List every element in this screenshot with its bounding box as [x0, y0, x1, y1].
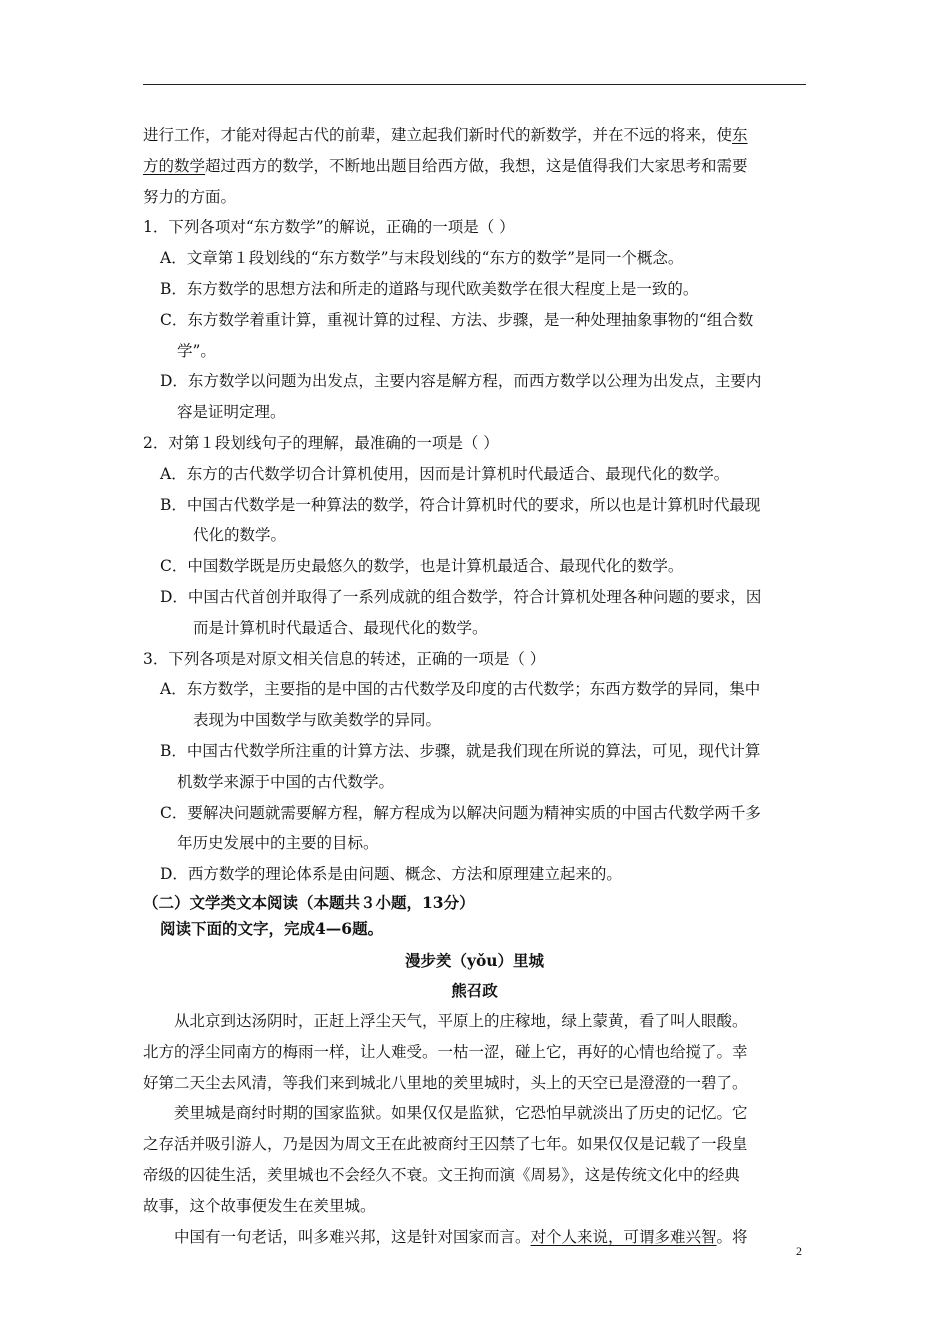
article-paragraph-3: 中国有一句老话，叫多难兴邦，这是针对国家而言。对个人来说，可谓多难兴智。将: [174, 1227, 748, 1246]
intro-line-1: 进行工作，才能对得起古代的前辈，建立起我们新时代的新数学，并在不远的将来，使东: [143, 126, 748, 144]
question-1-option-b: B．东方数学的思想方法和所走的道路与现代欧美数学在很大程度上是一致的。: [160, 279, 699, 298]
intro-line-3: 努力的方面。: [143, 187, 237, 206]
page-number: 2: [796, 1244, 802, 1258]
question-2-option-d-cont: 而是计算机时代最适合、最现代化的数学。: [193, 618, 488, 637]
question-2-option-d: D．中国古代首创并取得了一系列成就的组合数学，符合计算机处理各种问题的要求，因: [160, 587, 762, 606]
question-3: [143, 644, 806, 890]
question-2-option-a: A．东方的古代数学切合计算机使用，因而是计算机时代最适合、最现代化的数学。: [160, 464, 730, 483]
section-heading: （二）文学类文本阅读（本题共３小题，13分）: [143, 892, 475, 912]
question-2-stem: 2．对第１段划线句子的理解，最准确的一项是（ ）: [143, 433, 499, 452]
question-1-option-d: D．东方数学以问题为出发点，主要内容是解方程，而西方数学以公理为出发点，主要内: [160, 372, 762, 391]
question-1: [143, 212, 806, 428]
question-2: [143, 428, 806, 644]
question-3-option-c-cont: 年历史发展中的主要的目标。: [177, 834, 379, 853]
document-body: [143, 120, 806, 1252]
underlined-sentence: 对个人来说，可谓多难兴智: [530, 1227, 717, 1246]
underlined-phrase: 方的数学: [143, 156, 206, 175]
article-paragraph-2: 羑里城是商纣时期的国家监狱。如果仅仅是监狱，它恐怕早就淡出了历史的记忆。它 之存活并吸引游人，乃是因为周文王在此被商纣王囚禁了七年。如果仅仅是记载了一段皇 帝级的囚徒生活，羑里城也不会经久不衰。文王拘而演《周易》，这是传统文化中的经典 故事，这个故事便发生在羑里城。: [143, 1104, 748, 1215]
article-author: 熊召政: [451, 980, 498, 1000]
question-1-option-c-cont: 学”。: [177, 341, 216, 360]
question-3-stem: 3．下列各项是对原文相关信息的转述，正确的一项是（ ）: [143, 649, 546, 668]
question-1-stem: 1．下列各项对“东方数学”的解说，正确的一项是（ ）: [143, 218, 515, 237]
article-title: 漫步羑（yǒu）里城: [404, 950, 545, 970]
question-3-option-a-cont: 表现为中国数学与欧美数学的异同。: [193, 711, 442, 730]
section-instruction: 阅读下面的文字，完成4—6题。: [160, 918, 384, 938]
question-2-option-b-cont: 代化的数学。: [193, 526, 287, 545]
question-3-option-a: A．东方数学，主要指的是中国的古代数学及印度的古代数学；东西方数学的异同，集中: [160, 680, 761, 699]
question-1-option-c: C．东方数学着重计算，重视计算的过程、方法、步骤，是一种处理抽象事物的“组合数: [160, 310, 754, 329]
question-1-option-a: A．文章第１段划线的“东方数学”与末段划线的“东方的数学”是同一个概念。: [160, 249, 684, 268]
question-3-option-c: C．要解决问题就需要解方程，解方程成为以解决问题为精神实质的中国古代数学两千多: [160, 803, 761, 822]
intro-line-2: 方的数学超过西方的数学，不断地出题目给西方做，我想，这是值得我们大家思考和需要: [143, 156, 748, 175]
question-3-option-b: B．中国古代数学所注重的计算方法、步骤，就是我们现在所说的算法，可见，现代计算: [160, 741, 761, 760]
question-1-option-d-cont: 容是证明定理。: [177, 403, 286, 422]
question-2-option-b: B．中国古代数学是一种算法的数学，符合计算机时代的要求，所以也是计算机时代最现: [160, 495, 761, 514]
header-rule: [143, 84, 806, 85]
question-2-option-c: C．中国数学既是历史最悠久的数学，也是计算机最适合、最现代化的数学。: [160, 557, 684, 576]
question-3-option-d: D．西方数学的理论体系是由问题、概念、方法和原理建立起来的。: [160, 865, 622, 884]
article-paragraph-1: 从北京到达汤阴时，正赶上浮尘天气，平原上的庄稼地，绿上蒙黄，看了叫人眼酸。 北方的浮尘同南方的梅雨一样，让人难受。一枯一涩，碰上它，再好的心情也给搅了。幸 好第二天尘去风清，等我们来到城北八里地的羑里城时，头上的天空已是澄澄的一碧了。: [143, 1011, 748, 1092]
underlined-phrase: 东: [732, 126, 748, 144]
question-3-option-b-cont: 机数学来源于中国的古代数学。: [177, 772, 395, 791]
